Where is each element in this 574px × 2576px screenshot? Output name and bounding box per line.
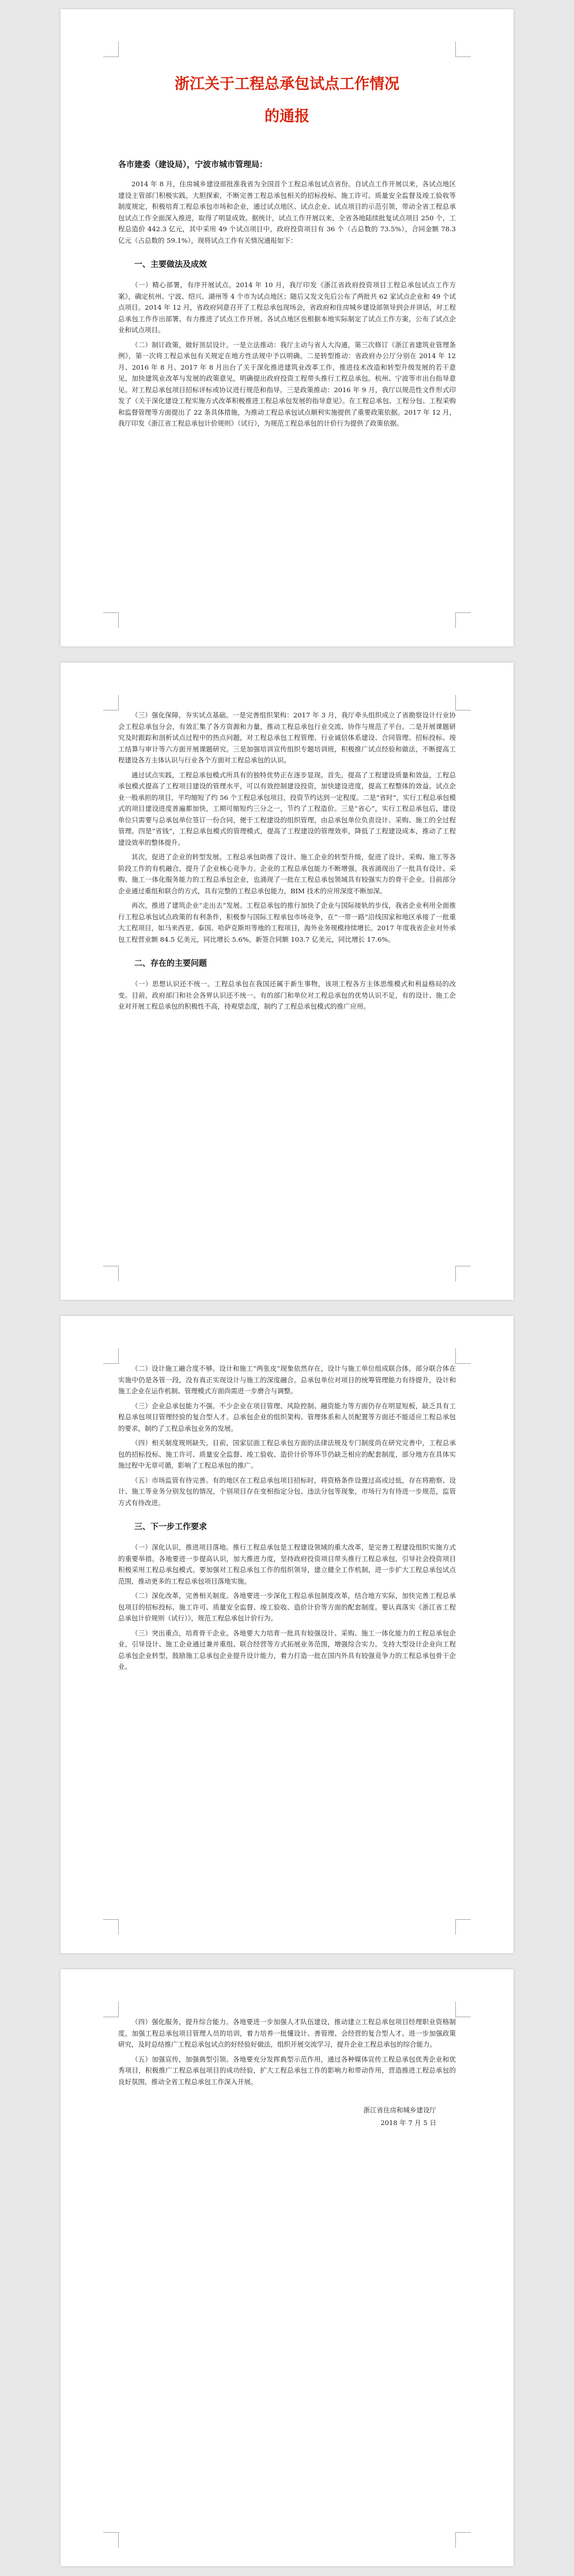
document-title: [118, 68, 456, 133]
section-1-paragraph-4: 通过试点实践，工程总承包模式所具有的独特优势正在逐步显现。首先，提高了工程建设质量和效益，工程总承包模式提高了工程项目建设的管理水平，可以有效控制建设投资，加快建设进度，提高工程整体的效益。试点企业一般承担的项目，平均缩短了约 56 个工程总承包项目，投资节约达到一定程度。二是“省时”，实行工程总承包模式的项目建设进度普遍都加快，工期可缩短约三分之一，节约了工程造价。三是“省心”，实行工程总承包后，建设单位只需要与总承包单位签订一份合同，便于工程建设的组织管理，由总承包单位负责设计、采购、施工的全过程管理。四是“省钱”，工程总承包模式的管理模式，提高了工程建设的管理效率，降低了工程建设成本，推动了工程建设效率的整体提升。: [118, 770, 456, 847]
signature-block: [118, 2104, 456, 2129]
title-line-2: 的通报: [264, 108, 309, 125]
crop-mark: [455, 1919, 471, 1935]
crop-mark: [455, 2002, 471, 2017]
section-2-paragraph-3: （三）企业总承包能力不强。不少企业在项目管理、风险控制、融资能力等方面仍存在明显短板，缺乏具有工程总承包项目管理经验的复合型人才。总承包企业的组织架构、管理体系和人员配置等方面还不能适应工程总承包的要求，制约了工程总承包业务的发展。: [118, 1401, 456, 1432]
crop-mark: [455, 695, 471, 710]
section-1-paragraph-5: 其次，促进了企业的转型发展。工程总承包助推了设计、施工企业的转型升级，促进了设计、采购、施工等各阶段工作的有机融合，提升了企业核心竞争力。企业的工程总承包能力不断增强，我省涌现出了一批具有设计、采购、施工一体化服务能力的工程总承包企业，也涌现了一批在工程总承包领域具有较强实力的骨干企业。目前部分企业通过重组和联合的方式，具有完整的工程总承包能力，BIM 技术的应用深度不断加深。: [118, 853, 456, 895]
crop-mark: [455, 1266, 471, 1281]
section-3-paragraph-4: （四）强化服务，提升综合能力。各地要进一步加强人才队伍建设，推动建立工程总承包项目经理职业资格制度，加强工程总承包项目管理人员的培训，着力培养一批懂设计、善管理、会经营的复合型人才。进一步加强政策研究，及时总结推广工程总承包试点的好经验好做法，组织开展交流学习，提升企业工程总承包的综合能力。: [118, 2018, 456, 2048]
crop-mark: [103, 1266, 119, 1281]
section-1-paragraph-2: （二）制订政策，做好顶层设计。一是立法推动：我厅主动与省人大沟通，第三次修订《浙江省建筑业管理条例》，第一次将工程总承包有关规定在地方性法规中予以明确。二是转型推动：省政府办公厅分别在 2014 年 12 月、2016 年 8 月、2017 年 8 月出台了关于深化推进建筑业改革工作，推进技术改造和转型升级发展的若干意见，加快建筑业改革与发展的政策意见，明确提出政府投资工程带头推行工程总承包。杭州、宁波等市出台指导意见。对工程总承包项目招标评标或协议进行规范和指导。三是政策推动：2016 年 9 月，我厅以规范性文件形式印发了《关于深化建设工程实施方式改革积极推进工程总承包发展的指导意见》。在工程总承包、工程分包、工程采购和监督管理等方面提出了 22 条具体措施，为推动工程总承包试点顺利实施提供了重要政策依据。2017 年 12 月，我厅印发《浙江省工程总承包计价规则》（试行），为规范工程总承包的计价行为提供了政策依据。: [118, 340, 456, 427]
crop-mark: [103, 1348, 119, 1364]
section-3-heading: 三、下一步工作要求: [134, 1522, 207, 1532]
section-3-paragraph-5: （五）加强宣传，加强典型引领。各地要充分发挥典型示范作用，通过各种媒体宣传工程总承包优秀企业和优秀项目，积极推广工程总承包项目的成功经验，扩大工程总承包工作的影响力和带动作用，营造推进工程总承包的良好氛围，推动全省工程总承包工作深入开展。: [118, 2055, 456, 2086]
crop-mark: [103, 1919, 119, 1935]
crop-mark: [455, 42, 471, 57]
document-page-3: [61, 1316, 513, 1953]
crop-mark: [103, 42, 119, 57]
section-2-paragraph-1: （一）思想认识还不统一。工程总承包在我国还属于新生事物，该项工程各方主体思维模式和利益格局的改变。目前，政府部门和社会各界认识还不统一。有的部门和单位对工程总承包的优势认识不足，有的设计、施工企业对开展工程总承包的积极性不高，持观望态度，制约了工程总承包模式的推广应用。: [118, 980, 456, 1010]
title-line-1: 浙江关于工程总承包试点工作情况: [174, 76, 399, 93]
section-2-paragraph-4: （四）相关制度规则缺失。目前，国家层面工程总承包方面的法律法规及专门制度尚在研究完善中，工程总承包的招标投标、施工许可、质量安全监督、竣工验收、造价计价等环节仍缺乏相应的配套制度，部分地方在具体实施过程中无章可循，影响了工程总承包的推广。: [118, 1439, 456, 1469]
section-1-paragraph-1: （一）精心部署，有序开展试点。2014 年 10 月，我厅印发《浙江省政府投资项目工程总承包试点工作方案》，确定杭州、宁波、绍兴、湖州等 4 个市为试点地区；随后又发文先后公布了两批共 62 家试点企业和 49 个试点项目。2014 年 12 月，省政府同意召开了工程总承包现场会，省政府和住房城乡建设部领导到会并讲话，对工程总承包工作作出部署。有力推进了试点工作开展。各试点地区也根据本地实际制定了试点工作方案，公布了试点企业和试点项目。: [118, 281, 456, 334]
crop-mark: [103, 612, 119, 628]
crop-mark: [103, 2002, 119, 2017]
intro-paragraph: 2014 年 8 月，住房城乡建设部批准我省为全国首个工程总承包试点省份。自试点工作开展以来，各试点地区建设主管部门积极实践，大胆探索，不断完善工程总承包相关的招标投标、施工许可、质量安全监督及竣工验收等制度规定，积极培育工程总承包市场和企业，通过试点地区、试点企业、试点项目的示范引领，带动全省工程总承包试点工作全面深入推进，取得了明显成效。据统计，试点工作开展以来，全省各地陆续批复试点项目 250 个，工程总造价 442.3 亿元，其中采用 49 个试点项目中，政府投资项目有 36 个（占总数的 73.5%），合同金额 78.3 亿元（占总数的 59.1%），现将试点工作有关情况通报如下：: [118, 180, 456, 245]
section-1-heading: 一、主要做法及成效: [134, 260, 207, 269]
section-2-heading: 二、存在的主要问题: [134, 959, 207, 968]
section-1-paragraph-3: （三）强化保障，夯实试点基础。一是完善组织架构：2017 年 3 月，我厅牵头组织成立了省勘察设计行业协会工程总承包分会，有效汇集了各方资源和力量，推动工程总承包行业交流、协作与规范了平台。二是开展课题研究及时跟踪和剖析试点过程中的热点问题，对工程总承包工程管理、行业诚信体系建设、合同管理、招标投标、竣工结算与审计等六方面开展课题研究。三是加强培训宣传组织专题培训班，积极推广试点经验和做法，不断提高工程建设各方主体认识与行业各个方面对工程总承包的认识。: [118, 711, 456, 764]
document-page-4: [61, 1969, 513, 2566]
crop-mark: [103, 695, 119, 710]
section-3-paragraph-1: （一）深化认识，推进项目落地。推行工程总承包是工程建设领域的重大改革，是完善工程建设组织实施方式的重要举措。各地要进一步提高认识，加大推进力度，坚持政府投资项目带头推行工程总承包，引导社会投资项目积极采用工程总承包模式。要加强对工程总承包工作的组织领导，建立健全工作机制，进一步扩大工程总承包试点范围，推动更多的工程总承包项目落地实施。: [118, 1543, 456, 1585]
crop-mark: [103, 2532, 119, 2548]
crop-mark: [455, 612, 471, 628]
section-3-paragraph-2: （二）深化改革，完善相关制度。各地要进一步深化工程总承包制度改革，结合地方实际，加快完善工程总承包项目的招标投标、施工许可、质量安全监督、竣工验收、造价计价等方面的配套制度。要认真落实《浙江省工程总承包计价规则（试行）》，规范工程总承包计价行为。: [118, 1592, 456, 1622]
section-2-paragraph-5: （五）市场监管有待完善。有的地区在工程总承包项目招标时，将资格条件设置过高或过低，存在将勘察、设计、施工等业务分别发包的情况，个别项目存在变相指定分包、违法分包等现象，市场行为有待进一步规范，监管方式有待改进。: [118, 1476, 456, 1507]
document-page-2: [61, 663, 513, 1300]
signature-organization: 浙江省住房和城乡建设厅: [363, 2106, 436, 2114]
addressee: 各市建委（建设局），宁波市城市管理局：: [118, 160, 267, 170]
crop-mark: [455, 2532, 471, 2548]
section-2-paragraph-2: （二）设计施工融合度不够。设计和施工“两张皮”现象依然存在，设计与施工单位组成联合体，部分联合体在实施中仍是各管一段，没有真正实现设计与施工的深度融合。总承包单位对项目的统筹管理能力有待提升，设计和施工企业在运作机制、管理模式方面尚需进一步磨合与调整。: [118, 1364, 456, 1395]
document-page-1: [61, 9, 513, 646]
signature-date: 2018 年 7 月 5 日: [380, 2119, 436, 2127]
section-1-paragraph-6: 再次，推进了建筑企业“走出去”发展。工程总承包的推行加快了企业与国际接轨的步伐，我省企业利用全面推行工程总承包试点政策的有利条件，积极参与国际工程承包市场竞争，在“一带一路”沿线国家和地区承接了一批重大工程项目，如马来西亚、泰国、哈萨克斯坦等地的工程项目，海外业务规模持续增长。2017 年度我省企业对外承包工程营业额 84.5 亿美元，同比增长 5.6%，新签合同额 103.7 亿美元，同比增长 17.6%。: [118, 901, 456, 943]
section-3-paragraph-3: （三）突出重点，培育骨干企业。各地要大力培育一批具有较强设计、采购、施工一体化能力的工程总承包企业，引导设计、施工企业通过兼并重组、联合经营等方式拓展业务范围，增强综合实力。支持大型设计企业向工程总承包企业转型，鼓励施工总承包企业提升设计能力，着力打造一批在国内外具有较强竞争力的工程总承包骨干企业。: [118, 1629, 456, 1671]
crop-mark: [455, 1348, 471, 1364]
